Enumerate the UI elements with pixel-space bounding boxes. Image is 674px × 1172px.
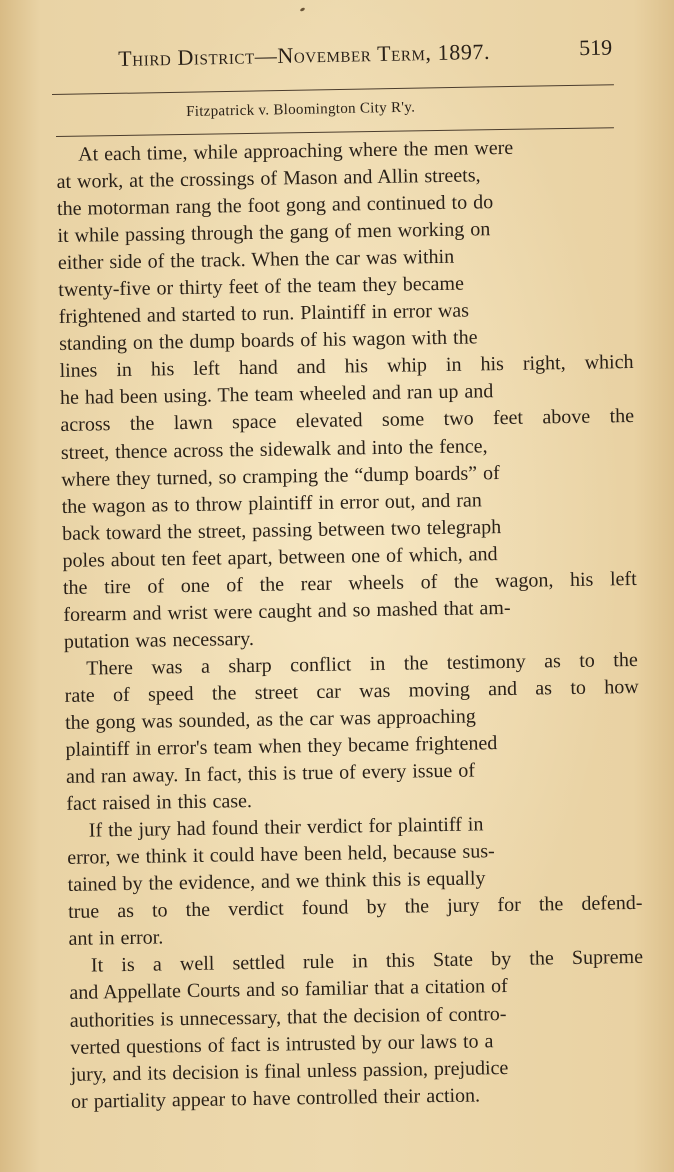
text-line: rate of speed the street car was moving and as to how xyxy=(64,675,639,707)
body-text xyxy=(56,133,645,1116)
text-line: putation was necessary. xyxy=(63,627,255,653)
text-line: jury, and its decision is final unless passion, prejudice xyxy=(70,1056,509,1086)
text-line: back toward the street, passing between two telegraph xyxy=(61,515,502,545)
text-line: forearm and wrist were caught and so mashed that am- xyxy=(63,596,511,626)
text-line: twenty-five or thirty feet of the team they became xyxy=(58,272,465,302)
text-line: it while passing through the gang of men working on xyxy=(57,218,491,248)
text-line: error, we think it could have been held, because sus- xyxy=(67,840,495,870)
case-caption: Fitzpatrick v. Bloomington City R'y. xyxy=(186,99,416,120)
text-line: across the lawn space elevated some two feet above the xyxy=(60,405,635,437)
text-line: or partiality appear to have controlled their action. xyxy=(70,1084,481,1113)
text-line: the motorman rang the foot gong and continued to do xyxy=(56,191,494,221)
text-line: where they turned, so cramping the “dump boards” of xyxy=(61,461,500,491)
text-line: If the jury had found their verdict for plaintiff in xyxy=(88,813,484,842)
running-title: Third District—November Term, 1897. xyxy=(118,38,491,71)
text-line: and Appellate Courts and so familiar that a citation of xyxy=(69,975,508,1005)
text-line: the gong was sounded, as the car was approaching xyxy=(64,705,476,734)
text-line: There was a sharp conflict in the testimony as to the xyxy=(86,648,638,680)
text-line: poles about ten feet apart, between one of which, and xyxy=(62,542,498,572)
text-line: frightened and started to run. Plaintiff in error was xyxy=(58,299,470,329)
page-number: 519 xyxy=(578,34,613,61)
text-line: ant in error. xyxy=(68,926,164,951)
text-line: he had been using. The team wheeled and ran up and xyxy=(59,380,494,410)
text-line: authorities is unnecessary, that the decision of contro- xyxy=(69,1002,507,1032)
header-rule-top xyxy=(52,84,614,95)
text-line: the wagon as to throw plaintiff in error out, and ran xyxy=(61,488,482,518)
text-line: at work, at the crossings of Mason and Allin streets, xyxy=(56,164,481,194)
text-line: lines in his left hand and his whip in his right, which xyxy=(59,351,634,383)
text-line: verted questions of fact is intrusted by our laws to a xyxy=(70,1029,494,1059)
text-line: At each time, while approaching where the men were xyxy=(78,136,514,166)
text-line: street, thence across the sidewalk and into the fence, xyxy=(60,434,488,464)
text-line: the tire of one of the rear wheels of the wagon, his left xyxy=(62,567,637,599)
running-head xyxy=(118,36,619,80)
text-line: It is a well settled rule in this State by the Supreme xyxy=(90,946,644,977)
text-line: either side of the track. When the car was within xyxy=(57,245,455,275)
text-line: plaintiff in error's team when they became frightened xyxy=(65,732,498,761)
text-line: standing on the dump boards of his wagon with the xyxy=(59,326,478,356)
text-line: tained by the evidence, and we think this is equally xyxy=(67,867,486,897)
text-line: and ran away. In fact, this is true of every issue of xyxy=(65,759,476,788)
text-line: fact raised in this case. xyxy=(66,790,253,816)
ink-speck xyxy=(300,7,306,12)
text-line: true as to the verdict found by the jury for the defend- xyxy=(67,892,643,924)
